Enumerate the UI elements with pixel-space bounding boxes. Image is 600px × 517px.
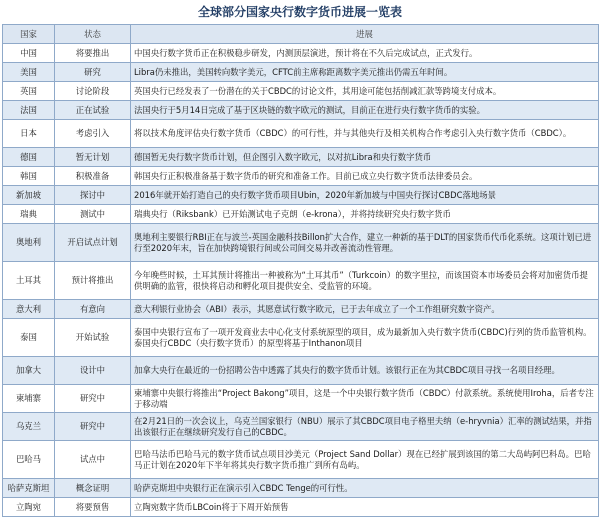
table-row <box>3 205 599 224</box>
status-cell: 将要推出 <box>55 44 131 63</box>
status-cell: 概念证明 <box>55 479 131 498</box>
status-cell: 考虑引入 <box>55 120 131 148</box>
table-row <box>3 186 599 205</box>
progress-cell: 在2月21日的一次会议上，乌克兰国家银行（NBU）展示了其CBDC项目电子格里夫纳（e-hryvnia）汇率的测试结果，并指出该银行正在继续研究发行自己的CBDC。 <box>131 413 599 441</box>
table-row <box>3 441 599 479</box>
progress-cell: 瑞典央行（Riksbank）已开始测试电子克朗（e-krona），并将持续研究央行数字货币 <box>131 205 599 224</box>
progress-cell: 哈萨克斯坦中央银行正在演示引入CBDC Tenge的可行性。 <box>131 479 599 498</box>
table-row <box>3 167 599 186</box>
status-cell: 将要预售 <box>55 498 131 517</box>
status-cell: 积极准备 <box>55 167 131 186</box>
table-row <box>3 300 599 319</box>
status-cell: 研究中 <box>55 385 131 413</box>
progress-cell: 奥地利主要银行RBI正在与波兰-英国金融科技Billon扩大合作，建立一种新的基于DLT的国家货币代币化系统。这项计划已进行至2020年末，旨在加快跨境银行间或公司间交易并改善流动性管理。 <box>131 224 599 262</box>
country-cell: 新加坡 <box>3 186 55 205</box>
table-row <box>3 120 599 148</box>
country-cell: 中国 <box>3 44 55 63</box>
progress-cell: 英国央行已经发表了一份潜在的关于CBDC的讨论文件，其用途可能包括削减汇款等跨境支付成本。 <box>131 82 599 101</box>
table-row <box>3 44 599 63</box>
country-cell: 柬埔寨 <box>3 385 55 413</box>
progress-cell: 意大利银行业协会（ABI）表示，其愿意试行数字欧元，已于去年成立了一个工作组研究数字资产。 <box>131 300 599 319</box>
status-cell: 开始试验 <box>55 319 131 357</box>
column-header-status: 状态 <box>55 25 131 44</box>
table-row <box>3 498 599 517</box>
table-row <box>3 357 599 385</box>
status-cell: 设计中 <box>55 357 131 385</box>
progress-cell: 德国暂无央行数字货币计划，但企图引入数字欧元，以对抗Libra和央行数字货币 <box>131 148 599 167</box>
table-row <box>3 262 599 300</box>
country-cell: 巴哈马 <box>3 441 55 479</box>
progress-cell: 韩国央行正积极准备基于数字货币的研究和准备工作。目前已成立央行数字货币法律委员会。 <box>131 167 599 186</box>
country-cell: 日本 <box>3 120 55 148</box>
country-cell: 瑞典 <box>3 205 55 224</box>
table-row <box>3 63 599 82</box>
progress-cell: 柬埔寨中央银行将推出“Project Bakong”项目，这是一个中央银行数字货币（CBDC）付款系统。系统使用Iroha，后者专注于移动端 <box>131 385 599 413</box>
status-cell: 讨论阶段 <box>55 82 131 101</box>
country-cell: 泰国 <box>3 319 55 357</box>
table-row <box>3 101 599 120</box>
progress-cell: 中国央行数字货币正在积极稳步研发，内测顶层演进，预计将在不久后完成试点，正式发行。 <box>131 44 599 63</box>
country-cell: 德国 <box>3 148 55 167</box>
table-row <box>3 385 599 413</box>
table-row <box>3 319 599 357</box>
progress-cell: 2016年就开始打造自己的央行数字货币项目Ubin，2020年新加坡与中国央行探讨CBDC落地场景 <box>131 186 599 205</box>
table-row <box>3 224 599 262</box>
status-cell: 正在试验 <box>55 101 131 120</box>
status-cell: 测试中 <box>55 205 131 224</box>
country-cell: 法国 <box>3 101 55 120</box>
progress-cell: 加拿大央行在最近的一份招聘公告中透露了其央行的数字货币计划。该银行正在为其CBDC项目寻找一名项目经理。 <box>131 357 599 385</box>
country-cell: 哈萨克斯坦 <box>3 479 55 498</box>
table-header-row <box>3 25 599 44</box>
progress-cell: 将以技术角度评估央行数字货币（CBDC）的可行性，并与其他央行及相关机构合作考虑引入央行数字货币（CBDC）。 <box>131 120 599 148</box>
document-title: 全球部分国家央行数字货币进展一览表 <box>197 5 402 19</box>
progress-cell: 泰国中央银行宣布了一项开发商业去中心化支付系统原型的项目，成为最新加入央行数字货币(CBDC)行列的货币监管机构。泰国央行CBDC（央行数字货币）的原型将基于Inthanon项目 <box>131 319 599 357</box>
column-header-progress: 进展 <box>131 25 599 44</box>
country-cell: 奥地利 <box>3 224 55 262</box>
country-cell: 意大利 <box>3 300 55 319</box>
country-cell: 乌克兰 <box>3 413 55 441</box>
progress-cell: Libra仍未推出，美国转向数字美元，CFTC前主席称距离数字美元推出仍需五年时间。 <box>131 63 599 82</box>
status-cell: 暂无计划 <box>55 148 131 167</box>
cbdc-progress-table <box>2 24 599 517</box>
country-cell: 韩国 <box>3 167 55 186</box>
country-cell: 加拿大 <box>3 357 55 385</box>
country-cell: 美国 <box>3 63 55 82</box>
status-cell: 试点中 <box>55 441 131 479</box>
progress-cell: 立陶宛数字货币LBCoin将于下周开始预售 <box>131 498 599 517</box>
column-header-country: 国家 <box>3 25 55 44</box>
country-cell: 英国 <box>3 82 55 101</box>
table-row <box>3 413 599 441</box>
progress-cell: 巴哈马法币巴哈马元的数字货币试点项目沙美元（Project Sand Dollar）现在已经扩展到该国的第二大岛屿阿巴科岛。巴哈马正计划在2020年下半年将其央行数字货币推广到所有岛屿。 <box>131 441 599 479</box>
table-row <box>3 82 599 101</box>
progress-cell: 今年晚些时候，土耳其预计将推出一种被称为“土耳其币”（Turkcoin）的数字里拉，而该国资本市场委员会将对加密货币提供明确的监管，很快将启动和孵化项目提供安全、受监管的环境。 <box>131 262 599 300</box>
table-row <box>3 148 599 167</box>
status-cell: 有意向 <box>55 300 131 319</box>
status-cell: 探讨中 <box>55 186 131 205</box>
status-cell: 预计将推出 <box>55 262 131 300</box>
status-cell: 研究 <box>55 63 131 82</box>
progress-cell: 法国央行于5月14日完成了基于区块链的数字欧元的测试，目前正在进行央行数字货币的实验。 <box>131 101 599 120</box>
country-cell: 土耳其 <box>3 262 55 300</box>
table-row <box>3 479 599 498</box>
status-cell: 研究中 <box>55 413 131 441</box>
country-cell: 立陶宛 <box>3 498 55 517</box>
status-cell: 开启试点计划 <box>55 224 131 262</box>
